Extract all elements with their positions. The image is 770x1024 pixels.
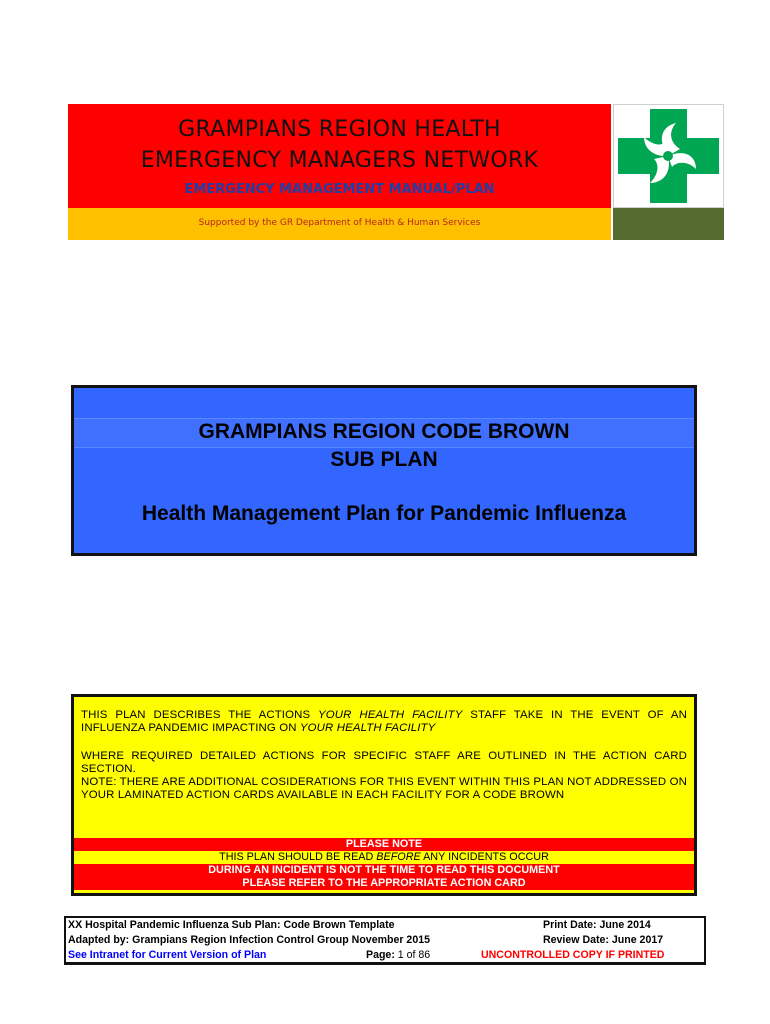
notice-emphasis: YOUR HEALTH FACILITY	[318, 709, 463, 721]
plan-subtitle: Health Management Plan for Pandemic Influenza	[141, 502, 627, 525]
plan-title-line1: GRAMPIANS REGION CODE BROWN	[198, 420, 570, 443]
logo-strip	[613, 208, 724, 240]
footer-uncontrolled-warning: UNCONTROLLED COPY IF PRINTED	[481, 949, 665, 961]
footer-template-name: XX Hospital Pandemic Influenza Sub Plan: Code Brown Template	[68, 919, 395, 931]
network-title-line1: GRAMPIANS REGION HEALTH	[178, 117, 501, 142]
read-before-line	[74, 851, 694, 864]
notice-paragraph-purpose	[81, 709, 687, 734]
read-text: THIS PLAN SHOULD BE READ	[219, 851, 377, 863]
network-title	[68, 114, 611, 176]
notice-paragraph-note: NOTE: THERE ARE ADDITIONAL COSIDERATIONS FOR THIS EVENT WITHIN THIS PLAN NOT ADDRESSED ON YOUR LAMINATED ACTION CARDS AVAILABLE IN EACH FACILITY FOR A CODE BROWN	[81, 776, 687, 801]
manual-subtitle: EMERGENCY MANAGEMENT MANUAL/PLAN	[184, 182, 495, 197]
footer-page-number	[366, 949, 430, 962]
footer-intranet-link[interactable]: See Intranet for Current Version of Plan	[68, 949, 267, 961]
read-text: ANY INCIDENTS OCCUR	[420, 851, 549, 863]
footer-bottom-rule	[64, 962, 706, 965]
cross-swirl-logo-icon	[613, 104, 724, 208]
footer-adapted-by: Adapted by: Grampians Region Infection Control Group November 2015	[68, 934, 431, 946]
notice-text: STAFF TAKE IN THE EVENT OF AN INFLUENZA PANDEMIC IMPACTING ON	[81, 709, 687, 734]
notice-text: THIS PLAN DESCRIBES THE ACTIONS	[81, 709, 319, 721]
footer-print-date: Print Date: June 2014	[543, 919, 651, 931]
network-title-line2: EMERGENCY MANAGERS NETWORK	[140, 148, 539, 173]
notice-emphasis: YOUR HEALTH FACILITY	[299, 721, 436, 734]
page-number: 1 of 86	[397, 949, 431, 961]
refer-action-card-line: PLEASE REFER TO THE APPROPRIATE ACTION CARD	[74, 877, 694, 890]
during-incident-line: DURING AN INCIDENT IS NOT THE TIME TO READ THIS DOCUMENT	[74, 864, 694, 877]
read-emphasis: BEFORE	[376, 851, 421, 863]
notice-paragraph-actions: WHERE REQUIRED DETAILED ACTIONS FOR SPECIFIC STAFF ARE OUTLINED IN THE ACTION CARD SECTION.	[81, 750, 687, 775]
footer-review-date: Review Date: June 2017	[543, 934, 664, 946]
please-note-heading: PLEASE NOTE	[74, 838, 694, 851]
plan-title-line2: SUB PLAN	[330, 448, 438, 471]
support-text: Supported by the GR Department of Health & Human Services	[198, 218, 481, 228]
page-label: Page:	[366, 949, 398, 961]
